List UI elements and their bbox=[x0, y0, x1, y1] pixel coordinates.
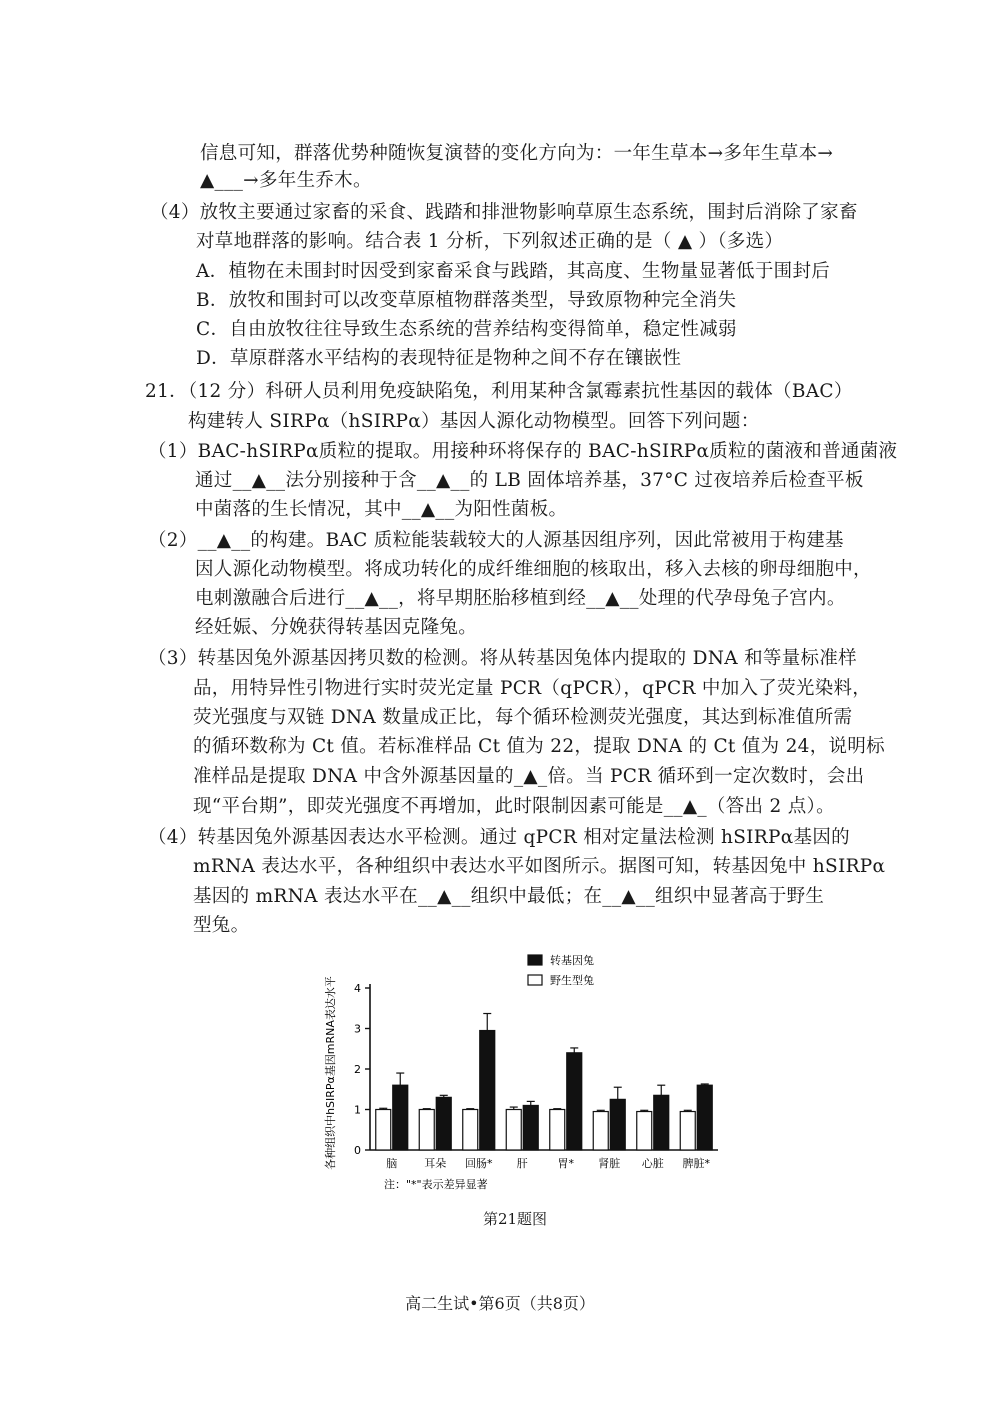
y-tick-label: 2 bbox=[354, 1063, 361, 1076]
x-tick-label: 心脏 bbox=[641, 1157, 664, 1170]
bar bbox=[393, 1085, 408, 1150]
text-line: 准样品是提取 DNA 中含外源基因量的_▲_倍。当 PCR 循环到一定次数时，会出 bbox=[193, 766, 865, 787]
bar bbox=[593, 1112, 608, 1150]
bar-chart bbox=[318, 944, 738, 1206]
text-line: 经妊娠、分娩获得转基因克隆兔。 bbox=[195, 617, 478, 638]
x-tick-label: 回肠* bbox=[465, 1157, 493, 1170]
y-tick-label: 3 bbox=[354, 1022, 361, 1036]
legend-label: 野生型兔 bbox=[550, 974, 594, 987]
text-line: （1）BAC-hSIRPα质粒的提取。用接种环将保存的 BAC-hSIRPα质粒的菌液和普通菌液 bbox=[148, 441, 898, 462]
bar bbox=[654, 1095, 669, 1150]
text-line: 品，用特异性引物进行实时荧光定量 PCR（qPCR），qPCR 中加入了荧光染料， bbox=[193, 678, 872, 699]
bar bbox=[480, 1031, 495, 1150]
text-line: 因人源化动物模型。将成功转化的成纤维细胞的核取出，移入去核的卵母细胞中， bbox=[195, 559, 872, 580]
legend-swatch bbox=[528, 975, 542, 985]
legend-label: 转基因兔 bbox=[550, 954, 594, 967]
text-line: 构建转人 SIRPα（hSIRPα）基因人源化动物模型。回答下列问题： bbox=[188, 411, 760, 432]
x-tick-label: 脑 bbox=[386, 1157, 398, 1170]
bar bbox=[610, 1099, 625, 1150]
bar bbox=[697, 1085, 712, 1150]
text-line: 型兔。 bbox=[193, 915, 250, 936]
question-21-header: 21．（12 分）科研人员利用免疫缺陷兔，利用某种含氯霉素抗性基因的载体（BAC） bbox=[145, 381, 853, 402]
figure-note: 注："*"表示差异显著 bbox=[384, 1178, 488, 1191]
bar bbox=[680, 1112, 695, 1150]
text-line: ▲___→多年生乔木。 bbox=[200, 170, 372, 191]
text-line: 基因的 mRNA 表达水平在__▲__组织中最低；在__▲__组织中显著高于野生 bbox=[193, 886, 825, 907]
text-line: （4）转基因兔外源基因表达水平检测。通过 qPCR 相对定量法检测 hSIRPα基因的 bbox=[148, 827, 850, 848]
bar bbox=[463, 1110, 478, 1151]
text-line: 对草地群落的影响。结合表 1 分析，下列叙述正确的是（ ▲ ）（多选） bbox=[196, 231, 784, 252]
x-tick-label: 肝 bbox=[516, 1157, 528, 1170]
bar bbox=[567, 1053, 582, 1150]
legend-swatch bbox=[528, 955, 542, 965]
option-a: A．植物在未围封时因受到家畜采食与践踏，其高度、生物量显著低于围封后 bbox=[196, 261, 831, 282]
bar bbox=[550, 1110, 565, 1151]
option-d: D．草原群落水平结构的表现特征是物种之间不存在镶嵌性 bbox=[196, 348, 682, 369]
x-tick-label: 脾脏* bbox=[682, 1157, 710, 1170]
bar bbox=[436, 1097, 451, 1150]
y-tick-label: 1 bbox=[354, 1103, 361, 1117]
figure-caption: 第21题图 bbox=[482, 1210, 548, 1228]
bar bbox=[419, 1110, 434, 1151]
text-line: 信息可知，群落优势种随恢复演替的变化方向为：一年生草本→多年生草本→ bbox=[200, 143, 834, 164]
bar-chart-figure bbox=[318, 944, 738, 1206]
y-axis-label: 各种组织中hSIRPα基因mRNA表达水平 bbox=[324, 976, 337, 1170]
text-line: （3）转基因兔外源基因拷贝数的检测。将从转基因兔体内提取的 DNA 和等量标准样 bbox=[148, 648, 857, 669]
y-tick-label: 0 bbox=[354, 1144, 361, 1157]
text-line: 通过__▲__法分别接种于含__▲__的 LB 固体培养基，37°C 过夜培养后检查平板 bbox=[195, 470, 864, 491]
text-line: 的循环数称为 Ct 值。若标准样品 Ct 值为 22，提取 DNA 的 Ct 值为 24，说明标 bbox=[193, 736, 885, 757]
bar bbox=[506, 1110, 521, 1151]
option-b: B．放牧和围封可以改变草原植物群落类型，导致原物种完全消失 bbox=[196, 290, 737, 311]
x-tick-label: 胃* bbox=[557, 1157, 574, 1170]
x-tick-label: 耳朵 bbox=[424, 1157, 447, 1170]
text-line: 中菌落的生长情况，其中__▲__为阳性菌板。 bbox=[195, 499, 568, 520]
text-line: （2）__▲__的构建。BAC 质粒能装载较大的人源基因组序列，因此常被用于构建基 bbox=[148, 530, 844, 551]
bar bbox=[376, 1110, 391, 1151]
text-line: 荧光强度与双链 DNA 数量成正比，每个循环检测荧光强度，其达到标准值所需 bbox=[193, 707, 853, 728]
option-c: C．自由放牧往往导致生态系统的营养结构变得简单，稳定性减弱 bbox=[196, 319, 737, 340]
text-line: mRNA 表达水平，各种组织中表达水平如图所示。据图可知，转基因兔中 hSIRPα bbox=[193, 856, 886, 877]
page-footer: 高二生试•第6页（共8页） bbox=[405, 1294, 595, 1313]
bar bbox=[637, 1112, 652, 1150]
text-line: （4）放牧主要通过家畜的采食、践踏和排泄物影响草原生态系统，围封后消除了家畜 bbox=[150, 202, 858, 223]
y-tick-label: 4 bbox=[354, 982, 361, 995]
text-line: 电刺激融合后进行__▲__，将早期胚胎移植到经__▲__处理的代孕母兔子宫内。 bbox=[195, 588, 846, 609]
text-line: 现“平台期”，即荧光强度不再增加，此时限制因素可能是__▲_（答出 2 点）。 bbox=[193, 796, 835, 817]
x-tick-label: 肾脏 bbox=[598, 1157, 621, 1170]
bar bbox=[523, 1105, 538, 1150]
